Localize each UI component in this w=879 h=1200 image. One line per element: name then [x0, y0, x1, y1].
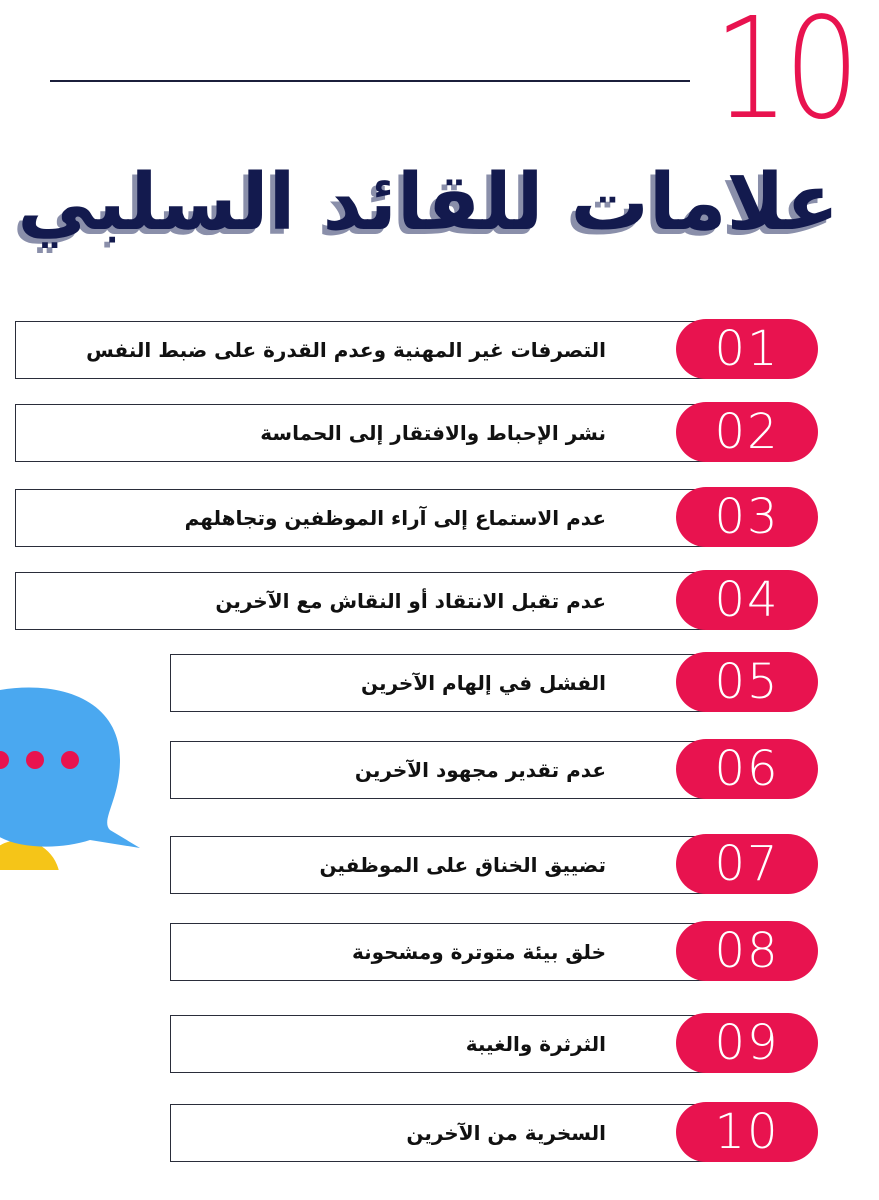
item-text: الفشل في إلهام الآخرين — [360, 671, 606, 695]
list-item — [15, 404, 818, 462]
item-number-badge — [676, 739, 818, 799]
item-text: التصرفات غير المهنية وعدم القدرة على ضبط النفس — [86, 338, 606, 362]
item-number: 10 — [714, 1104, 780, 1160]
top-divider-line — [50, 80, 690, 82]
item-number: 06 — [714, 741, 780, 797]
header-number: 10 — [713, 0, 855, 151]
item-number: 09 — [714, 1015, 780, 1071]
list-item — [170, 836, 818, 894]
list-item — [170, 654, 818, 712]
chat-bubble-icon — [0, 670, 160, 870]
item-text: عدم الاستماع إلى آراء الموظفين وتجاهلهم — [184, 506, 606, 530]
list-item — [170, 923, 818, 981]
list-item — [170, 1104, 818, 1162]
list-item — [170, 741, 818, 799]
page-title: علامات للقائد السلبي — [17, 158, 839, 248]
item-number-badge — [676, 487, 818, 547]
item-number: 02 — [714, 404, 780, 460]
item-number-badge — [676, 652, 818, 712]
item-text: عدم تقدير مجهود الآخرين — [354, 758, 606, 782]
item-number: 05 — [714, 654, 780, 710]
item-number-badge — [676, 319, 818, 379]
item-number-badge — [676, 570, 818, 630]
item-number-badge — [676, 1013, 818, 1073]
item-number: 03 — [714, 489, 780, 545]
item-number-badge — [676, 834, 818, 894]
item-number: 07 — [714, 836, 780, 892]
list-item — [170, 1015, 818, 1073]
item-text: عدم تقبل الانتقاد أو النقاش مع الآخرين — [215, 589, 606, 613]
item-text: تضييق الخناق على الموظفين — [319, 853, 606, 877]
item-text: خلق بيئة متوترة ومشحونة — [351, 940, 606, 964]
list-item — [15, 489, 818, 547]
item-number: 01 — [714, 321, 780, 377]
item-text: الثرثرة والغيبة — [465, 1032, 606, 1056]
item-number-badge — [676, 1102, 818, 1162]
list-item — [15, 321, 818, 379]
item-number: 04 — [714, 572, 780, 628]
item-number: 08 — [714, 923, 780, 979]
item-text: السخرية من الآخرين — [406, 1121, 606, 1145]
item-text: نشر الإحباط والافتقار إلى الحماسة — [260, 421, 606, 445]
list-item — [15, 572, 818, 630]
item-number-badge — [676, 402, 818, 462]
item-number-badge — [676, 921, 818, 981]
